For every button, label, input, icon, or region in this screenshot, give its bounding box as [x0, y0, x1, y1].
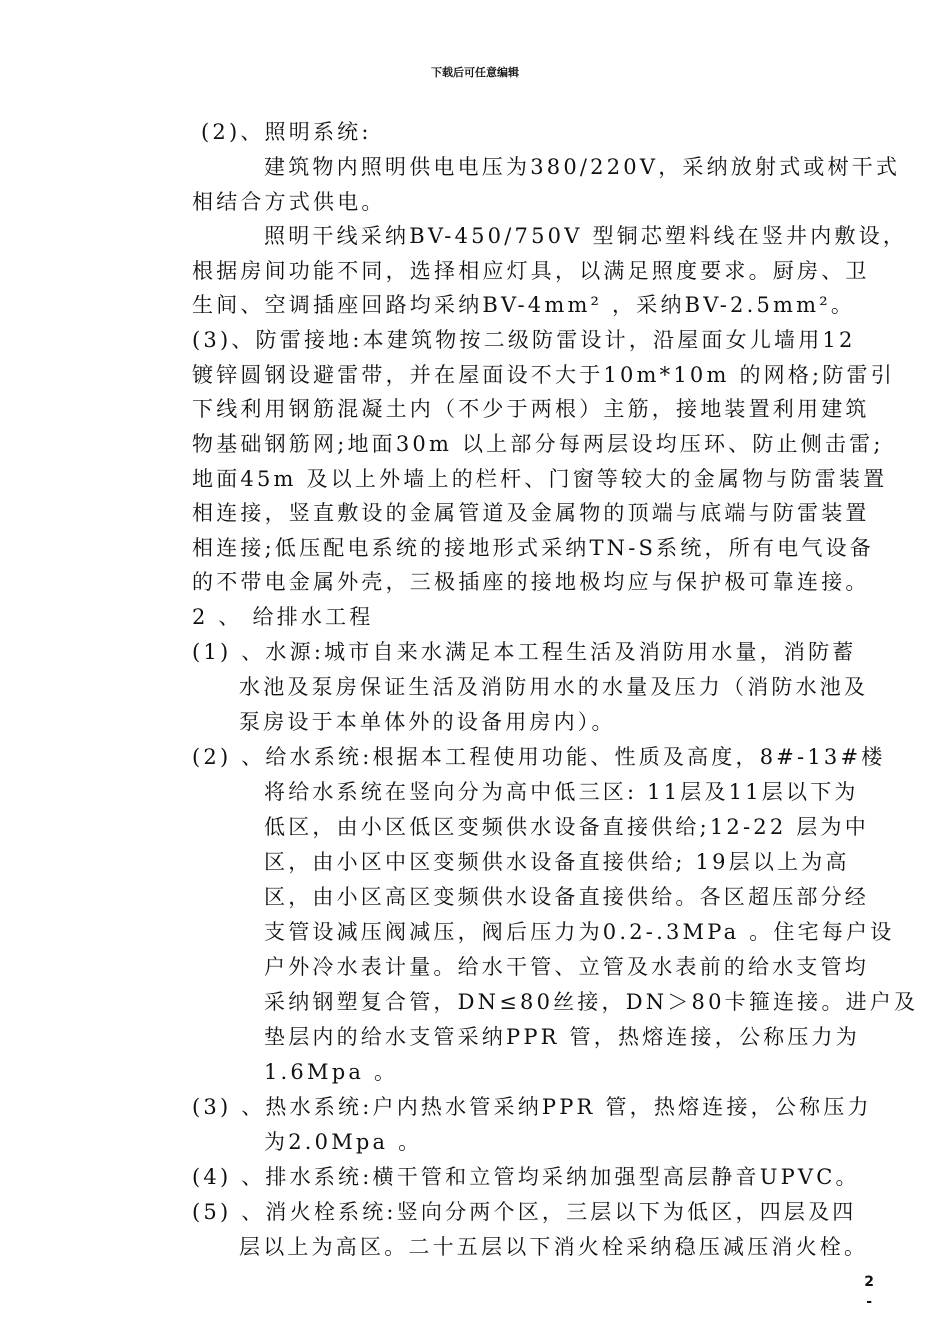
text-line: 生间、空调插座回路均采纳BV-4mm² ，采纳BV-2.5mm²。 [192, 293, 856, 317]
text-line: 层以上为高区。二十五层以下消火栓采纳稳压减压消火栓。 [239, 1235, 869, 1259]
text-line: (3) 、热水系统:户内热水管采纳PPR 管，热熔连接，公称压力 [192, 1095, 872, 1119]
text-line: 相连接;低压配电系统的接地形式采纳TN-S系统，所有电气设备 [192, 536, 874, 560]
text-line: (3)、防雷接地:本建筑物按二级防雷设计，沿屋面女儿墙用12 [192, 328, 856, 352]
page-number-value: 2 [864, 1274, 874, 1290]
page-number [864, 1272, 874, 1312]
text-line: 物基础钢筋网;地面30m 以上部分每两层设均压环、防止侧击雷; [192, 432, 884, 456]
text-line: 照明干线采纳BV-450/750V 型铜芯塑料线在竖井内敷设， [264, 224, 908, 248]
text-line: 水池及泵房保证生活及消防用水的水量及压力（消防水池及 [239, 675, 869, 699]
text-line: (1) 、水源:城市自来水满足本工程生活及消防用水量，消防蓄 [192, 640, 857, 664]
page-number-dash: - [866, 1294, 873, 1310]
text-line: 下线利用钢筋混凝土内（不少于两根）主筋，接地装置利用建筑 [192, 397, 870, 421]
text-line: 相连接，竖直敷设的金属管道及金属物的顶端与底端与防雷装置 [192, 501, 870, 525]
text-line: 低区，由小区低区变频供水设备直接供给;12-22 层为中 [264, 815, 869, 839]
text-line: 镀锌圆钢设避雷带，并在屋面设不大于10m*10m 的网格;防雷引 [192, 363, 895, 387]
text-line: 建筑物内照明供电电压为380/220V，采纳放射式或树干式 [264, 155, 901, 179]
text-line: 地面45m 及以上外墙上的栏杆、门窗等较大的金属物与防雷装置 [192, 467, 888, 491]
text-line: 采纳钢塑复合管，DN≤80丝接，DN＞80卡箍连接。进户及 [264, 990, 919, 1014]
text-line: (4) 、排水系统:横干管和立管均采纳加强型高层静音UPVC。 [192, 1165, 860, 1189]
text-line: 区，由小区高区变频供水设备直接供给。各区超压部分经 [264, 885, 869, 909]
text-line: 泵房设于本单体外的设备用房内）。 [239, 710, 616, 734]
text-line: (2) 、给水系统:根据本工程使用功能、性质及高度，8#-13#楼 [192, 745, 886, 769]
page-header: 下载后可任意编辑 [431, 66, 519, 79]
text-line: 根据房间功能不同，选择相应灯具，以满足照度要求。厨房、卫 [192, 259, 870, 283]
text-line: 1.6Mpa 。 [264, 1060, 399, 1084]
text-line: 的不带电金属外壳，三极插座的接地极均应与保护极可靠连接。 [192, 570, 870, 594]
text-line: 相结合方式供电。 [192, 190, 386, 214]
text-line: 支管设减压阀减压，阀后压力为0.2-.3MPa 。住宅每户设 [264, 920, 895, 944]
text-line: 将给水系统在竖向分为高中低三区: 11层及11层以下为 [264, 780, 859, 804]
text-line: (2)、照明系统: [201, 120, 372, 144]
text-line: 区，由小区中区变频供水设备直接供给; 19层以上为高 [264, 850, 850, 874]
text-line: 户外冷水表计量。给水干管、立管及水表前的给水支管均 [264, 955, 869, 979]
section-heading: 2 、 给排水工程 [192, 605, 374, 629]
text-line: (5) 、消火栓系统:竖向分两个区，三层以下为低区，四层及四 [192, 1200, 857, 1224]
text-line: 为2.0Mpa 。 [264, 1130, 423, 1154]
text-line: 垫层内的给水支管采纳PPR 管，热熔连接，公称压力为 [264, 1025, 860, 1049]
